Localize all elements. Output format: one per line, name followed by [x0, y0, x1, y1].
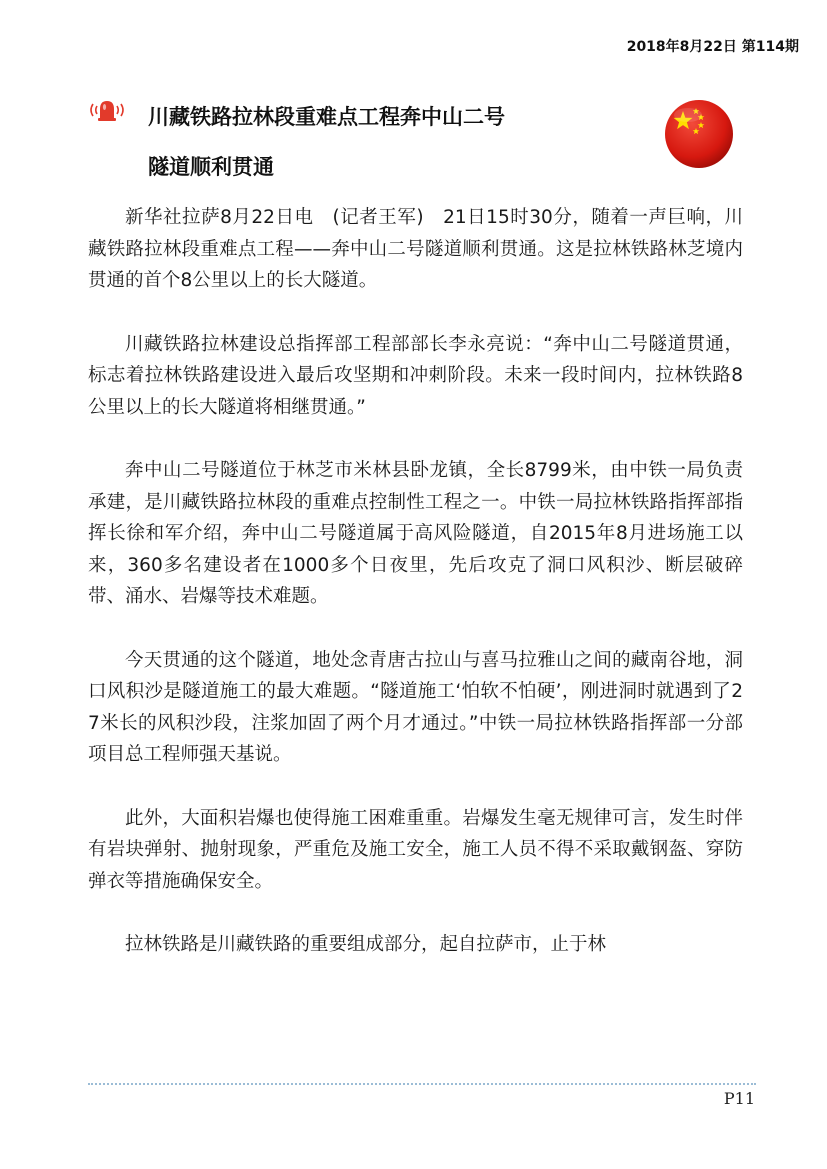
- paragraph: 今天贯通的这个隧道，地处念青唐古拉山与喜马拉雅山之间的藏南谷地，洞口风积沙是隧道施工的最大难题。“隧道施工‘怕软不怕硬’，刚进洞时就遇到了27米长的风积沙段，注浆加固了两个月才通过。”中铁一局拉林铁路指挥部一分部项目总工程师强天基说。: [88, 649, 743, 765]
- title-line-2: 隧道顺利贯通: [148, 155, 274, 179]
- alarm-bell-icon: [88, 97, 126, 123]
- footer-divider: [88, 1083, 756, 1085]
- article-body: [88, 202, 743, 993]
- article-title: [148, 92, 618, 192]
- china-flag-icon: [664, 99, 734, 169]
- paragraph: 奔中山二号隧道位于林芝市米林县卧龙镇，全长8799米，由中铁一局负责承建，是川藏铁路拉林段的重难点控制性工程之一。中铁一局拉林铁路指挥部指挥长徐和军介绍，奔中山二号隧道属于高风险隧道，自2015年8月进场施工以来，360多名建设者在1000多个日夜里，先后攻克了洞口风积沙、断层破碎带、涌水、岩爆等技术难题。: [88, 460, 743, 607]
- page-number: P11: [723, 1089, 755, 1108]
- issue-date: 2018年8月22日 第114期: [626, 39, 799, 55]
- paragraph: 川藏铁路拉林建设总指挥部工程部部长李永亮说：“奔中山二号隧道贯通，标志着拉林铁路建设进入最后攻坚期和冲刺阶段。未来一段时间内，拉林铁路8公里以上的长大隧道将相继贯通。”: [88, 333, 743, 418]
- paragraph: 此外，大面积岩爆也使得施工困难重重。岩爆发生毫无规律可言，发生时伴有岩块弹射、抛射现象，严重危及施工安全，施工人员不得不采取戴钢盔、穿防弹衣等措施确保安全。: [88, 807, 743, 892]
- title-line-1: 川藏铁路拉林段重难点工程奔中山二号: [148, 105, 505, 129]
- paragraph: 新华社拉萨8月22日电 (记者王军) 21日15时30分，随着一声巨响，川藏铁路拉林段重难点工程——奔中山二号隧道顺利贯通。这是拉林铁路林芝境内贯通的首个8公里以上的长大隧道。: [88, 207, 743, 291]
- paragraph: 拉林铁路是川藏铁路的重要组成部分，起自拉萨市，止于林: [125, 934, 607, 955]
